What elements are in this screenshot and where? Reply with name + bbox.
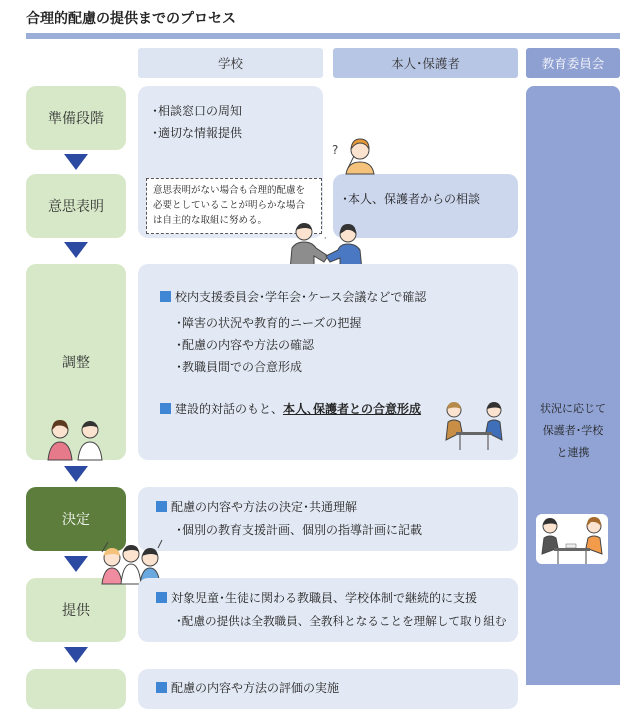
- stage-decide: 決定: [26, 487, 126, 551]
- students-icon: [44, 418, 108, 460]
- board-text-line1: 状況に応じて: [540, 402, 606, 415]
- provide-sub: ･配慮の提供は全教職員、全教科となることを理解して取り組む: [176, 614, 507, 628]
- adjust-sub-2: ･配慮の内容や方法の確認: [176, 338, 315, 352]
- decide-heading: [156, 498, 357, 515]
- title-rule: [26, 33, 620, 39]
- square-bullet-icon: [160, 291, 171, 302]
- board-meeting-icon: [536, 514, 608, 564]
- prep-item-2: ･適切な情報提供: [152, 126, 243, 140]
- square-bullet-icon: [156, 682, 167, 693]
- next-heading-text: 配慮の内容や方法の評価の実施: [171, 681, 340, 695]
- adjust-heading-1-text: 校内支援委員会･学年会･ケース会議などで確認: [175, 290, 427, 304]
- arrow-down-icon: [64, 154, 88, 170]
- adjust-heading-2: [160, 400, 421, 417]
- board-text-line3: と連携: [556, 446, 590, 459]
- adjust-heading-2-underlined: 本人､保護者との合意形成: [283, 402, 422, 416]
- cheering-students-icon: [98, 536, 164, 584]
- square-bullet-icon: [156, 592, 167, 603]
- handshake-icon: [288, 222, 364, 270]
- adjust-heading-2-prefix: 建設的対話のもと、: [175, 402, 284, 416]
- svg-text:ﾞ: ﾞ: [324, 237, 328, 246]
- stage-adjust: 調整: [26, 264, 126, 460]
- next-heading: [156, 679, 339, 696]
- stage-intent: 意思表明: [26, 174, 126, 238]
- column-header-person: 本人･保護者: [333, 48, 518, 78]
- square-bullet-icon: [160, 403, 171, 414]
- page-title: 合理的配慮の提供までのプロセス: [26, 11, 236, 27]
- square-bullet-icon: [156, 501, 167, 512]
- intent-note-line2: 必要としていることが明らかな場合: [153, 200, 306, 211]
- board-text: [526, 398, 620, 464]
- board-text-line2: 保護者･学校: [542, 424, 604, 437]
- provide-heading-text: 対象児童･生徒に関わる教職員、学校体制で継続的に支援: [171, 591, 478, 605]
- stage-prep: 準備段階: [26, 86, 126, 150]
- arrow-down-icon: [64, 466, 88, 482]
- board-column: [526, 86, 620, 685]
- thinking-person-icon: [330, 132, 380, 174]
- adjust-sub-3: ･教職員間での合意形成: [176, 360, 303, 374]
- provide-heading: [156, 589, 477, 606]
- column-header-board: 教育委員会: [526, 48, 620, 78]
- intent-person-item: ･本人、保護者からの相談: [342, 192, 481, 206]
- adjust-sub-1: ･障害の状況や教育的ニーズの把握: [176, 316, 362, 330]
- meeting-table-icon: [440, 400, 508, 450]
- decide-sub: ･個別の教育支援計画、個別の指導計画に記載: [176, 523, 423, 537]
- decide-heading-text: 配慮の内容や方法の決定･共通理解: [171, 500, 358, 514]
- svg-text:?: ?: [332, 143, 339, 157]
- intent-note-line1: 意思表明がない場合も合理的配慮を: [153, 185, 306, 196]
- panel-provide: [138, 578, 518, 642]
- prep-item-1: ･相談窓口の周知: [152, 104, 243, 118]
- panel-decide: [138, 487, 518, 551]
- intent-note-line3: は自主的な取組に努める。: [153, 215, 268, 226]
- arrow-down-icon: [64, 647, 88, 663]
- arrow-down-icon: [64, 242, 88, 258]
- adjust-heading-1: [160, 288, 426, 305]
- stage-provide: 提供: [26, 578, 126, 642]
- arrow-down-icon: [64, 556, 88, 572]
- stage-next: [26, 669, 126, 709]
- column-header-school: 学校: [138, 48, 323, 78]
